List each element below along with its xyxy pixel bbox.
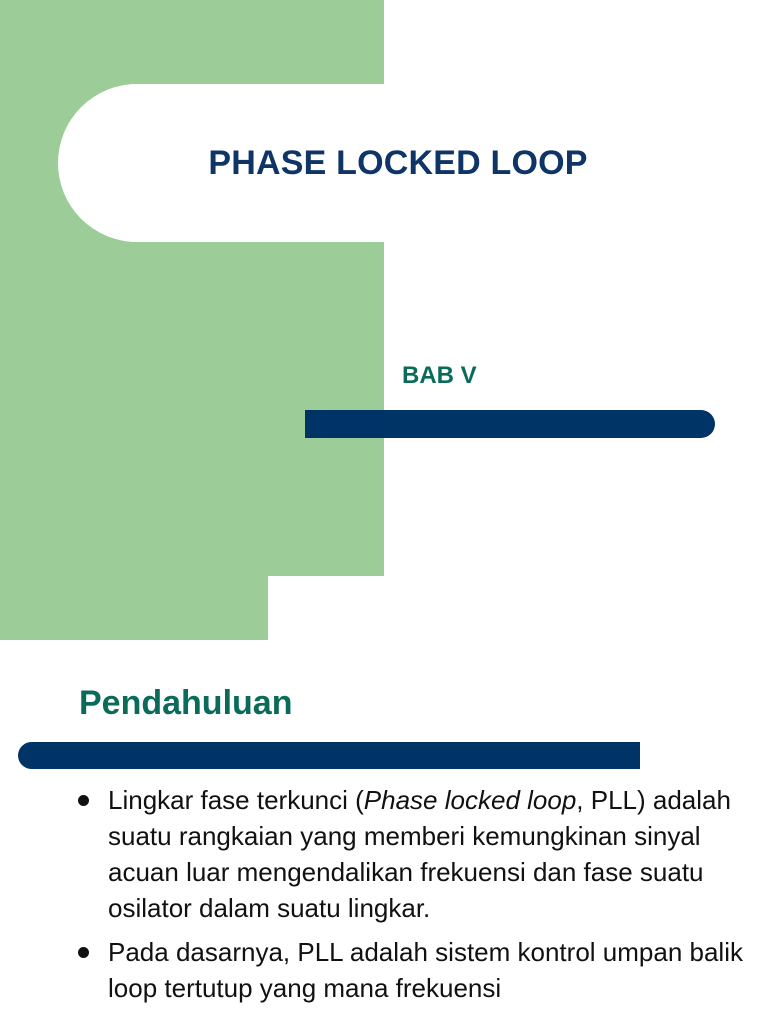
list-item (78, 934, 748, 1006)
bullet-icon (78, 795, 89, 806)
bullet-text-post: , PLL) adalah suatu rangkaian yang memberi kemungkinan sinyal acuan luar mengendalikan frekuensi dan fase suatu osilator dalam suatu lingkar. (108, 785, 731, 923)
bullet-list (78, 782, 748, 1014)
bullet-text-italic: Phase locked loop (363, 785, 577, 815)
bullet-text: Pada dasarnya, PLL adalah sistem kontrol umpan balik loop tertutup yang mana frekuensi (108, 937, 743, 1003)
slide-subtitle: BAB V (402, 362, 477, 389)
accent-bar (305, 410, 715, 438)
content-slide (0, 576, 768, 1024)
bullet-icon (78, 947, 89, 958)
list-item (78, 782, 748, 926)
slide-title: PHASE LOCKED LOOP (208, 143, 588, 182)
accent-bar (18, 742, 640, 769)
green-panel (0, 576, 268, 640)
slide-heading: Pendahuluan (79, 684, 293, 722)
bullet-text-pre: Lingkar fase terkunci ( (108, 785, 364, 815)
